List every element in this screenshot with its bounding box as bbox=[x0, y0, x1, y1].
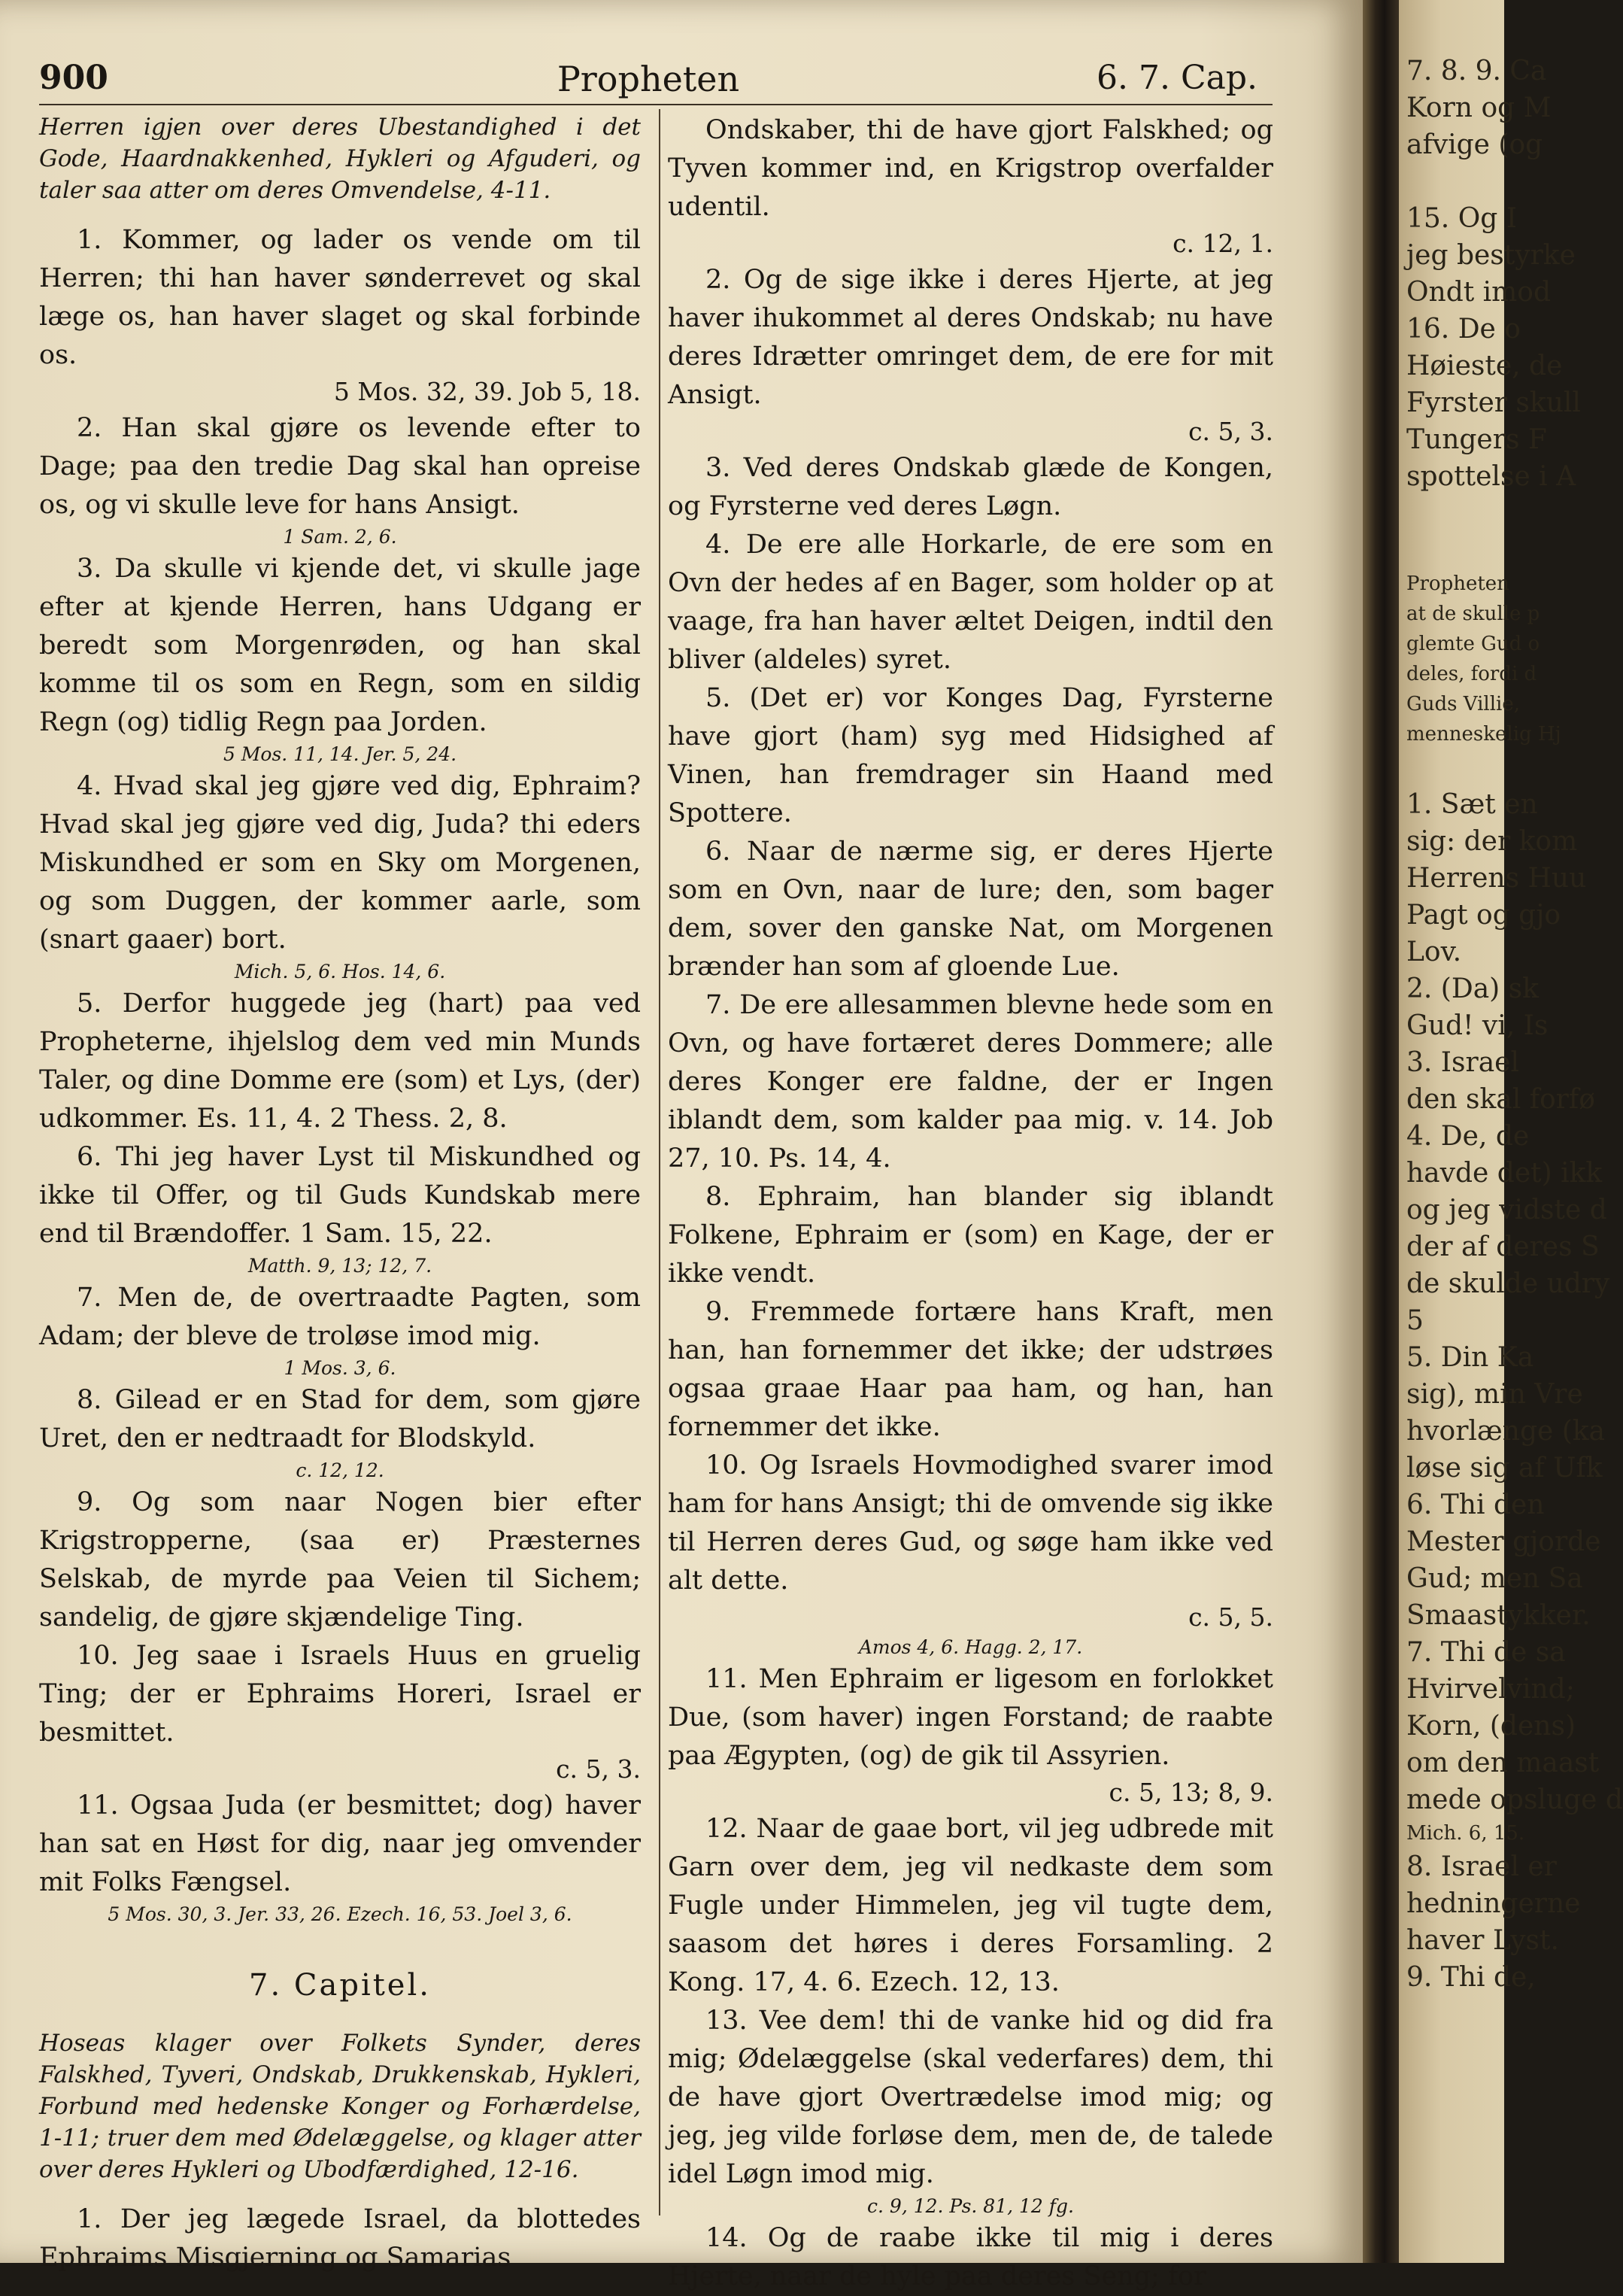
verse-text: 2. Han skal gjøre os levende efter to Dage; paa den tredie Dag skal han opreise os, og vi skulle leve for hans Ansigt. bbox=[39, 413, 641, 520]
verse bbox=[668, 986, 1273, 1178]
verse bbox=[668, 1447, 1273, 1660]
facing-page-line: den skal forfø bbox=[1406, 1084, 1595, 1115]
verse bbox=[39, 221, 641, 409]
facing-page-line bbox=[1399, 495, 1504, 532]
verse bbox=[39, 985, 641, 1138]
verse-footnote: Amos 4, 6. Hagg. 2, 17. bbox=[858, 1636, 1083, 1658]
verse-footnote: 5 Mos. 11, 14. Jer. 5, 24. bbox=[223, 743, 457, 765]
verse-text: Ondskaber, thi de have gjort Falskhed; og Tyven kommer ind, en Krigstrop overfalder udentil. bbox=[668, 115, 1273, 222]
verse bbox=[668, 833, 1273, 986]
facing-page-line: 6. Thi den bbox=[1406, 1490, 1545, 1520]
right-verse-list bbox=[668, 111, 1273, 2296]
facing-page-line: Smaastykker. bbox=[1406, 1600, 1591, 1631]
facing-page-line: Lov. bbox=[1406, 937, 1462, 967]
facing-page-line: løse sig af Ufk bbox=[1406, 1453, 1603, 1484]
left-verse-list bbox=[39, 221, 641, 1927]
chapter-summary: Hoseas klager over Folkets Synder, deres Falskhed, Tyveri, Ondskab, Drukkenskab, Hykleri, Forbund med hedenske Konger og Forhærdelse, 1-11; truer dem med Ødelæggelse, og klager atter over deres Hykleri og Ubodfærdighed, 12-16. bbox=[39, 2030, 641, 2183]
verse-cross-reference: c. 5, 5. bbox=[1188, 1602, 1273, 1632]
facing-page-line: Herrens Huu bbox=[1406, 863, 1587, 894]
facing-page-line: Gud; men Sa bbox=[1406, 1563, 1583, 1594]
verse-cross-reference: c. 12, 1. bbox=[1173, 229, 1273, 258]
verse-text: 4. De ere alle Horkarle, de ere som en Ovn der hedes af en Bager, som holder op at vaage, fra han haver æltet Deigen, indtil den bliver (aldeles) syret. bbox=[668, 530, 1273, 675]
right-column bbox=[668, 111, 1273, 2291]
verse-text: 7. Men de, de overtraadte Pagten, som Adam; der bleve de troløse imod mig. bbox=[39, 1283, 641, 1351]
verse-footnote: 1 Mos. 3, 6. bbox=[284, 1357, 396, 1379]
facing-page-line: 7. Thi de sa bbox=[1406, 1637, 1566, 1668]
verse-footnote: Mich. 5, 6. Hos. 14, 6. bbox=[234, 961, 446, 982]
verse bbox=[668, 1293, 1273, 1447]
page-number: 900 bbox=[39, 59, 108, 97]
facing-page-line: 16. De o bbox=[1406, 314, 1521, 345]
running-title: Propheten bbox=[557, 59, 740, 99]
column-divider bbox=[659, 109, 660, 2216]
facing-page-line: deles, fordi d bbox=[1406, 663, 1537, 685]
verse-footnote: c. 12, 12. bbox=[296, 1459, 384, 1481]
facing-page-line: 1. Sæt en bbox=[1406, 789, 1538, 820]
facing-page-line: og jeg vidste d bbox=[1406, 1195, 1607, 1225]
verse-text: 12. Naar de gaae bort, vil jeg udbrede mit Garn over dem, jeg vil nedkaste dem som Fugle under Himmelen, jeg vil tugte dem, saasom det høres i deres Forsamling. 2 Kong. 17, 4. 6. Ezech. 12, 13. bbox=[668, 1814, 1273, 1997]
facing-page-line: jeg bestyrke bbox=[1406, 240, 1576, 271]
facing-page-line: hvorlænge (ka bbox=[1406, 1416, 1606, 1447]
verse bbox=[39, 550, 641, 767]
verse-text: 8. Gilead er en Stad for dem, som gjøre Uret, den er nedtraadt for Blodskyld. bbox=[39, 1385, 641, 1453]
facing-page-line: Mich. 6, 15. bbox=[1406, 1822, 1525, 1845]
facing-page-line: 2. (Da) sk bbox=[1406, 973, 1539, 1004]
verse bbox=[39, 1279, 641, 1381]
facing-page-line: 3. Israel bbox=[1406, 1047, 1519, 1078]
facing-page-line: afvige (og bbox=[1406, 129, 1543, 160]
verse-text: 10. Og Israels Hovmodighed svarer imod ham for hans Ansigt; thi de omvende sig ikke til Herren deres Gud, og søge ham ikke ved alt dette. bbox=[668, 1450, 1273, 1596]
chapter-heading: 7. Capitel. bbox=[249, 1968, 431, 2003]
facing-page-line: Fyrster skull bbox=[1406, 387, 1581, 418]
verse bbox=[39, 767, 641, 985]
verse-text: 5. Derfor huggede jeg (hart) paa ved Propheterne, ihjelslog dem ved min Munds Taler, og dine Domme ere (som) et Lys, (der) udkommer. Es. 11, 4. 2 Thess. 2, 8. bbox=[39, 989, 641, 1134]
verse-cross-reference: 5 Mos. 32, 39. Job 5, 18. bbox=[333, 377, 641, 406]
verse-text: 3. Da skulle vi kjende det, vi skulle jage efter at kjende Herren, hans Udgang er beredt som Morgenrøden, og han skal komme til os som en Regn, som en sildig Regn (og) tidlig Regn paa Jorden. bbox=[39, 554, 641, 737]
facing-page-line: der af deres S bbox=[1406, 1232, 1600, 1262]
verse-footnote: 1 Sam. 2, 6. bbox=[283, 526, 397, 548]
facing-page-line: Mester gjorde bbox=[1406, 1526, 1601, 1557]
verse bbox=[668, 1178, 1273, 1293]
facing-page-line: 9. Thi de, bbox=[1406, 1962, 1536, 1993]
verse-text: 2. Og de sige ikke i deres Hjerte, at jeg haver ihukommet al deres Ondskab; nu have deres Idrætter omringet dem, de ere for mit Ansigt. bbox=[668, 265, 1273, 410]
verse-text: 9. Og som naar Nogen bier efter Krigstropperne, (saa er) Præsternes Selskab, de myrde paa Veien til Sichem; sandelig, de gjøre skjændelige Ting. bbox=[39, 1487, 641, 1632]
verse-text: 13. Vee dem! thi de vanke hid og did fra mig; Ødelæggelse (skal vederfares) dem, thi de have gjort Overtrædelse imod mig; og jeg, jeg vilde forløse dem, men de, de talede idel Løgn imod mig. bbox=[668, 2006, 1273, 2189]
intro-summary: Herren igjen over deres Ubestandighed i det Gode, Haardnakkenhed, Hykleri og Afguderi, og taler saa atter om deres Omvendelse, 4-11. bbox=[39, 114, 641, 204]
verse bbox=[668, 2002, 1273, 2219]
facing-page-line: Propheten bbox=[1406, 572, 1509, 595]
facing-page-line: 7. 8. 9. Ca bbox=[1406, 56, 1547, 87]
book-gutter bbox=[1363, 0, 1399, 2263]
facing-page-line: Gud! vi, Is bbox=[1406, 1010, 1549, 1041]
verse bbox=[39, 409, 641, 550]
verse-text: 9. Fremmede fortære hans Kraft, men han, han fornemmer det ikke; der udstrøes ogsaa graae Haar paa ham, og han, han fornemmer det ikke. bbox=[668, 1297, 1273, 1442]
verse bbox=[39, 1787, 641, 1927]
facing-page-line: Ondt imod bbox=[1406, 277, 1552, 308]
verse-footnote: c. 9, 12. Ps. 81, 12 fg. bbox=[867, 2195, 1074, 2217]
facing-page-line: haver Lyst. bbox=[1406, 1925, 1559, 1956]
verse-cross-reference: c. 5, 13; 8, 9. bbox=[1109, 1778, 1273, 1807]
verse bbox=[39, 1637, 641, 1787]
verse bbox=[668, 1810, 1273, 2002]
facing-page-line: sig), min Vre bbox=[1406, 1379, 1583, 1410]
facing-page-line: mede opsluge d bbox=[1406, 1784, 1623, 1815]
verse bbox=[668, 261, 1273, 449]
facing-page-line: Korn, (dens) bbox=[1406, 1711, 1576, 1742]
verse-text: 1. Kommer, og lader os vende om til Herren; thi han haver sønderrevet og skal læge os, han haver slaget og skal forbinde os. bbox=[39, 225, 641, 370]
verse bbox=[668, 526, 1273, 679]
facing-page-line bbox=[1399, 749, 1504, 786]
facing-page-line: 4. De, de bbox=[1406, 1121, 1530, 1152]
header-rule bbox=[39, 104, 1273, 105]
verse-text: 14. Og de raabe ikke til mig i deres Hjerte, naar de hyle paa deres Seng; for bbox=[668, 2223, 1273, 2291]
facing-page-line: Korn og M bbox=[1406, 93, 1552, 123]
facing-page-line bbox=[1399, 163, 1504, 200]
verse-text: 11. Men Ephraim er ligesom en forlokket Due, (som haver) ingen Forstand; de raabte paa Ægypten, (og) de gik til Assyrien. bbox=[668, 1664, 1273, 1771]
verse-text: 3. Ved deres Ondskab glæde de Kongen, og Fyrsterne ved deres Løgn. bbox=[668, 453, 1273, 521]
facing-page bbox=[1399, 0, 1623, 2263]
verse-text: 6. Thi jeg haver Lyst til Miskundhed og ikke til Offer, og til Guds Kundskab mere end til Brændoffer. 1 Sam. 15, 22. bbox=[39, 1142, 641, 1249]
facing-page-line: 15. Og I bbox=[1406, 203, 1517, 234]
verse-cross-reference: c. 5, 3. bbox=[556, 1754, 641, 1784]
verse-text: 5. (Det er) vor Konges Dag, Fyrsterne have gjort (ham) syg med Hidsighed af Vinen, han fremdrager sin Haand med Spottere. bbox=[668, 683, 1273, 828]
verse bbox=[39, 1484, 641, 1637]
chapter-reference: 6. 7. Cap. bbox=[1097, 59, 1257, 97]
facing-page-line: sig: der kom bbox=[1406, 826, 1578, 857]
verse-text: 8. Ephraim, han blander sig iblandt Folkene, Ephraim er (som) en Kage, der er ikke vendt. bbox=[668, 1182, 1273, 1289]
verse bbox=[39, 1138, 641, 1279]
facing-page-line: Hvirvelvind; bbox=[1406, 1674, 1575, 1705]
facing-page-line: hedningerne bbox=[1406, 1888, 1581, 1919]
verse-text: 6. Naar de nærme sig, er deres Hjerte som en Ovn, naar de lure; den, som bager dem, sover den ganske Nat, om Morgenen brænder han som af gloende Lue. bbox=[668, 837, 1273, 982]
facing-page-line: 5. Din Ka bbox=[1406, 1342, 1534, 1373]
verse-text: 10. Jeg saae i Israels Huus en gruelig Ting; der er Ephraims Horeri, Israel er besmittet. bbox=[39, 1641, 641, 1748]
facing-page-line: glemte Gud o bbox=[1406, 633, 1540, 655]
facing-page-line: menneskelig Hj bbox=[1406, 723, 1561, 746]
page-header bbox=[39, 59, 1257, 104]
facing-page-line: 8. Israel er bbox=[1406, 1851, 1557, 1882]
verse bbox=[39, 1381, 641, 1484]
facing-page-line: Høieste, de bbox=[1406, 351, 1563, 381]
facing-page-line: om den maast bbox=[1406, 1748, 1600, 1778]
facing-page-line: at de skulle p bbox=[1406, 603, 1540, 625]
verse-footnote: 5 Mos. 30, 3. Jer. 33, 26. Ezech. 16, 53. Joel 3, 6. bbox=[108, 1903, 572, 1925]
verse-text: 11. Ogsaa Juda (er besmittet; dog) haver han sat en Høst for dig, naar jeg omvender mit Folks Fængsel. bbox=[39, 1790, 641, 1897]
facing-page-line: havde det) ikk bbox=[1406, 1158, 1603, 1189]
chapter-verse-1: 1. Der jeg lægede Israel, da blottedes Ephraims Misgjerning og Samarias bbox=[39, 2204, 641, 2273]
facing-page-text bbox=[1399, 0, 1623, 1996]
facing-page-line: spottelse i A bbox=[1406, 461, 1576, 492]
facing-page-line: Pagt og gjo bbox=[1406, 900, 1561, 931]
verse-text: 4. Hvad skal jeg gjøre ved dig, Ephraim? Hvad skal jeg gjøre ved dig, Juda? thi eders Miskundhed er som en Sky om Morgenen, og som Duggen, der kommer aarle, som (snart gaaer) bort. bbox=[39, 771, 641, 955]
verse bbox=[668, 449, 1273, 526]
verse bbox=[668, 679, 1273, 833]
verse-footnote: Matth. 9, 13; 12, 7. bbox=[247, 1255, 432, 1277]
left-column bbox=[39, 111, 641, 2273]
facing-page-line: de skulde udry bbox=[1406, 1268, 1610, 1299]
verse bbox=[668, 111, 1273, 261]
facing-page-line bbox=[1399, 532, 1504, 569]
facing-page-line: 5 bbox=[1406, 1305, 1424, 1336]
verse-cross-reference: c. 5, 3. bbox=[1188, 417, 1273, 446]
verse-text: 7. De ere allesammen blevne hede som en Ovn, og have fortæret deres Dommere; alle deres Konger ere faldne, der er Ingen iblandt dem, som kalder paa mig. v. 14. Job 27, 10. Ps. 14, 4. bbox=[668, 990, 1273, 1174]
verse bbox=[668, 2219, 1273, 2296]
facing-page-line: Guds Villie, bbox=[1406, 693, 1520, 715]
facing-page-line: Tungers F bbox=[1406, 424, 1547, 455]
verse bbox=[668, 1660, 1273, 1810]
